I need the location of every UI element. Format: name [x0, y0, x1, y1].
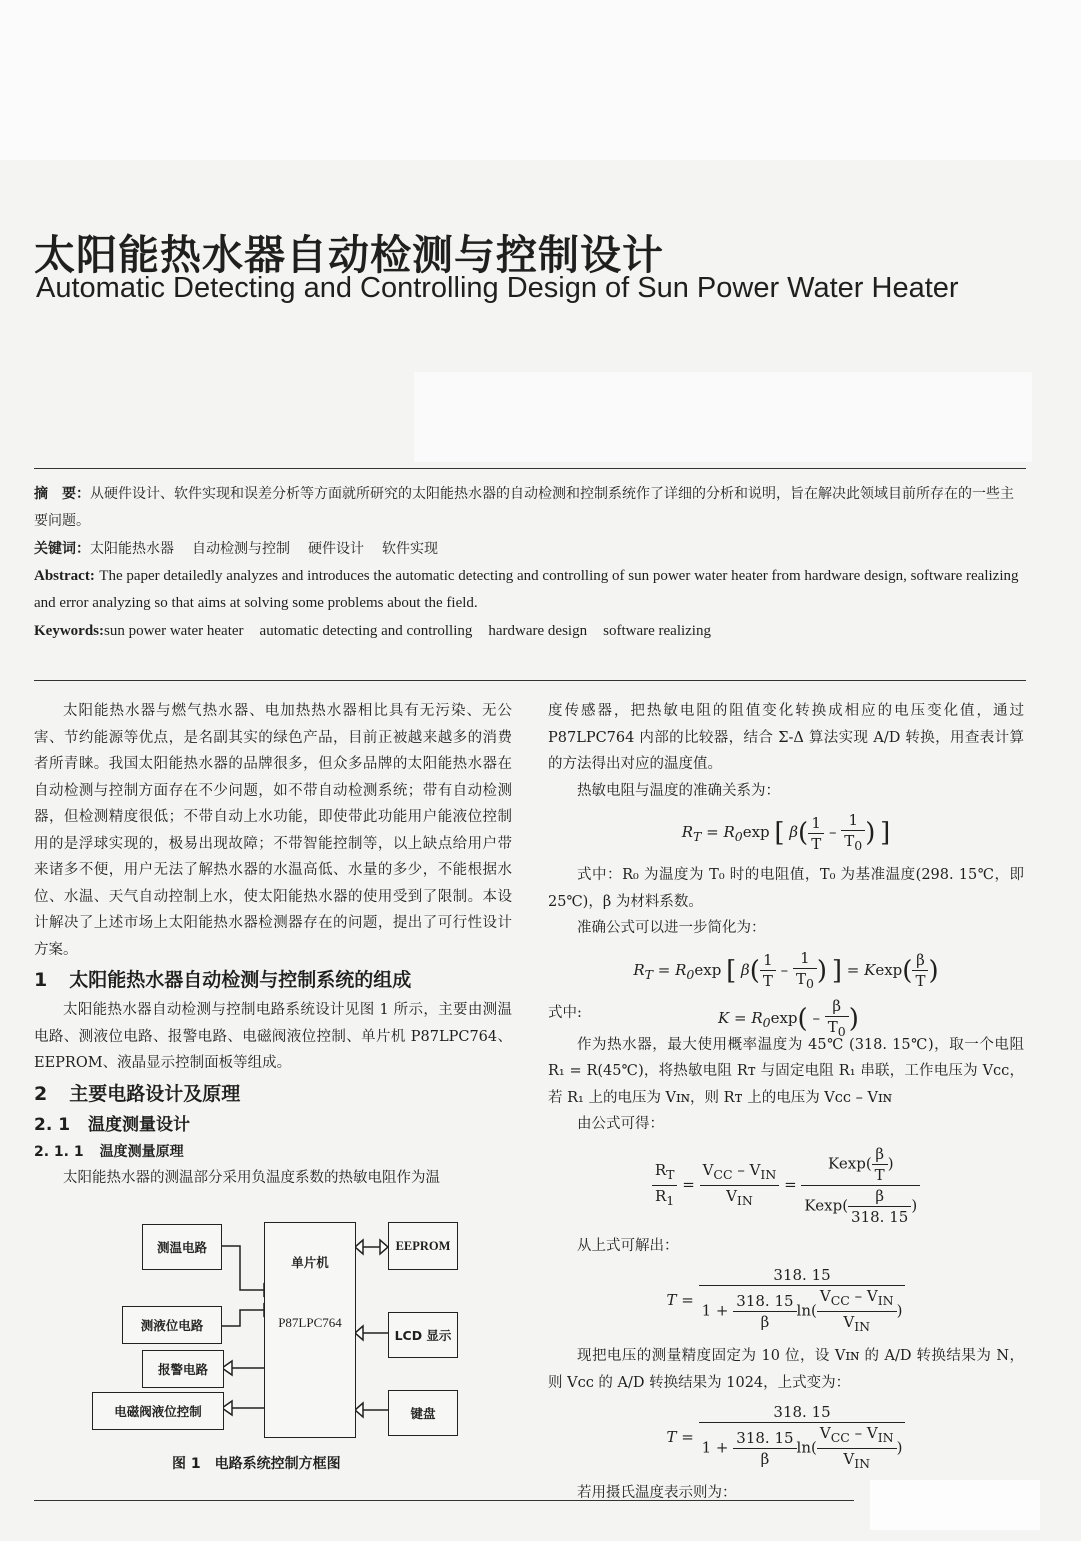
right-paragraph-3: 式中：R₀ 为温度为 T₀ 时的电阻值，T₀ 为基准温度(298. 15℃，即 25℃)，β 为材料系数。: [548, 867, 1024, 910]
equation-5: T = 318. 15 1 + $\frac{318. 15}{\beta}$ ln( $\frac{V_{CC} - V_{IN}}{V_{IN}}$ ): [548, 1265, 1024, 1337]
block-keyboard: 键盘: [388, 1390, 458, 1436]
section-2-1-1-heading: 2. 1. 1 温度测量原理: [34, 1143, 184, 1160]
abstract-en-text: The paper detailedly analyzes and introduces the automatic detecting and controlling of sun power water heater from hardware design, software realizing and error analyzing so that aims at solving some problems about the field.: [34, 568, 1019, 611]
right-paragraph-10: 若用摄氏温度表示则为：: [577, 1485, 737, 1501]
equation-6: T = 318. 15 1 + $\frac{318. 15}{\beta}$ ln( $\frac{V_{CC} - V_{IN}}{V_{IN}}$ ): [548, 1402, 1024, 1474]
keyword: 软件实现: [382, 541, 438, 557]
equation-4: $\frac{R_T}{R_1}$ = $\frac{V_{CC} - V_{IN}}{V_{IN}}$ = Kexp( $\frac{\beta}{T}$ ) Kexp( $\frac{\beta}{318. 15}$ ): [548, 1144, 1024, 1227]
keywords-en: [34, 618, 1026, 645]
keyword: 硬件设计: [308, 541, 364, 557]
equation-1: $R_T = R_0\exp$ [ β( $\frac{1}{T}$ – $\frac{1}{T_0}$ ) ]: [681, 811, 891, 853]
equation-2: $R_T = R_0\exp$ [ β( $\frac{1}{T}$ – $\frac{1}{T_0}$ ) ] = Kexp( $\frac{\beta}{T}$ ): [633, 948, 939, 991]
section-1-paragraph: 太阳能热水器自动检测与控制电路系统设计见图 1 所示，主要由测温电路、测液位电路、报警电路、电磁阀液位控制、单片机 P87LPC764、EEPROM、液晶显示控制面板等组成。: [34, 1002, 512, 1071]
top-rule: [34, 468, 1026, 469]
section-1-heading: 1 太阳能热水器自动检测与控制系统的组成: [34, 969, 412, 991]
block-diagram: [90, 1220, 462, 1442]
abstract-en: [34, 563, 1026, 617]
right-paragraph-9: 现把电压的测量精度固定为 10 位，设 Vɪɴ 的 A/D 转换结果为 N，则 Vᴄᴄ 的 A/D 转换结果为 1024，上式变为：: [548, 1348, 1024, 1391]
blank-band: [414, 372, 1032, 462]
page-title-cn: 太阳能热水器自动检测与控制设计: [34, 231, 664, 279]
right-paragraph-4: 准确公式可以进一步简化为：: [577, 920, 766, 936]
equation-3-row: [548, 996, 1024, 1039]
keyword-en: software realizing: [603, 623, 711, 639]
right-paragraph-7: 由公式可得：: [577, 1116, 664, 1132]
keyword-en: hardware design: [488, 623, 588, 639]
section-2-heading: 2 主要电路设计及原理: [34, 1082, 241, 1105]
left-column: [34, 698, 512, 1191]
figure-caption: 图 1 电路系统控制方框图: [172, 1456, 341, 1472]
keyword: 太阳能热水器: [90, 541, 174, 557]
block-mcu: [264, 1222, 356, 1438]
intro-paragraph: 太阳能热水器与燃气热水器、电加热热水器相比具有无污染、无公害、节约能源等优点，是名副其实的绿色产品，目前正被越来越多的消费者所青睐。我国太阳能热水器的品牌很多，但众多品牌的太阳能热水器在自动检测与控制方面存在不少问题，如不带自动检测系统；带有自动检测器，但检测精度很低；不带自动上水功能，即使带此功能用户能液位控制用的是浮球实现的，极易出现故障；不带智能控制等，以上缺点给用户带来诸多不便，用户无法了解热水器的水温高低、水量的多少，不能根据水位、水温、天气自动控制上水，使太阳能热水器的使用受到了限制。本设计解决了上述市场上太阳能热水器检测器存在的问题，提出了可行性设计方案。: [34, 703, 512, 958]
block-level-circuit: 测液位电路: [122, 1306, 222, 1344]
block-eeprom: EEPROM: [388, 1222, 458, 1270]
keyword-en: automatic detecting and controlling: [259, 623, 473, 639]
abstract-cn: [34, 481, 1026, 535]
block-temp-circuit: 测温电路: [142, 1224, 222, 1270]
keyword-en: sun power water heater: [104, 623, 244, 639]
abstract-en-label: Abstract:: [34, 568, 95, 584]
block-alarm-circuit: 报警电路: [142, 1350, 224, 1388]
right-column: [548, 698, 1024, 1507]
page-bottom-rule: [34, 1500, 854, 1501]
keywords-cn-label: 关键词：: [34, 541, 90, 557]
abstract-cn-label: 摘 要：: [34, 486, 90, 502]
keywords-en-label: Keywords:: [34, 623, 104, 639]
mcu-title: 单片机: [291, 1255, 329, 1270]
keyword: 自动检测与控制: [192, 541, 290, 557]
right-paragraph-6: 作为热水器，最大使用概率温度为 45℃ (318. 15℃)，取一个电阻 R₁ = R(45℃)，将热敏电阻 Rᴛ 与固定电阻 R₁ 串联，工作电压为 Vᴄᴄ，若 R₁ 上的电压为 Vɪɴ，则 Rᴛ 上的电压为 Vᴄᴄ – Vɪɴ: [548, 1036, 1024, 1106]
equation-3-lead: 式中:: [548, 1004, 582, 1021]
bottom-blank: [870, 1480, 1040, 1530]
page-title-en: Automatic Detecting and Controlling Design of Sun Power Water Heater: [36, 272, 959, 304]
abstract-bottom-rule: [34, 680, 1026, 681]
right-paragraph-2: 热敏电阻与温度的准确关系为：: [577, 782, 780, 799]
equation-3: $K = R_0\exp$( – $\frac{\beta}{T_0}$ ): [718, 996, 859, 1039]
right-paragraph-8: 从上式可解出：: [577, 1237, 679, 1254]
block-lcd: LCD 显示: [388, 1312, 458, 1358]
header-blank-band: [0, 0, 1081, 160]
keywords-cn: [34, 536, 1026, 563]
section-2-1-heading: 2. 1 温度测量设计: [34, 1114, 191, 1135]
mcu-model: P87LPC764: [278, 1315, 342, 1330]
abstract-cn-text: 从硬件设计、软件实现和误差分析等方面就所研究的太阳能热水器的自动检测和控制系统作了详细的分析和说明，旨在解决此领域目前所存在的一些主要问题。: [34, 486, 1014, 529]
section-2-1-1-paragraph: 太阳能热水器的测温部分采用负温度系数的热敏电阻作为温: [63, 1169, 440, 1186]
right-paragraph-1: 度传感器，把热敏电阻的阻值变化转换成相应的电压变化值，通过 P87LPC764 内部的比较器，结合 Σ-Δ 算法实现 A/D 转换，用查表计算的方法得出对应的温度值。: [548, 703, 1024, 772]
block-valve-control: 电磁阀液位控制: [92, 1392, 224, 1430]
